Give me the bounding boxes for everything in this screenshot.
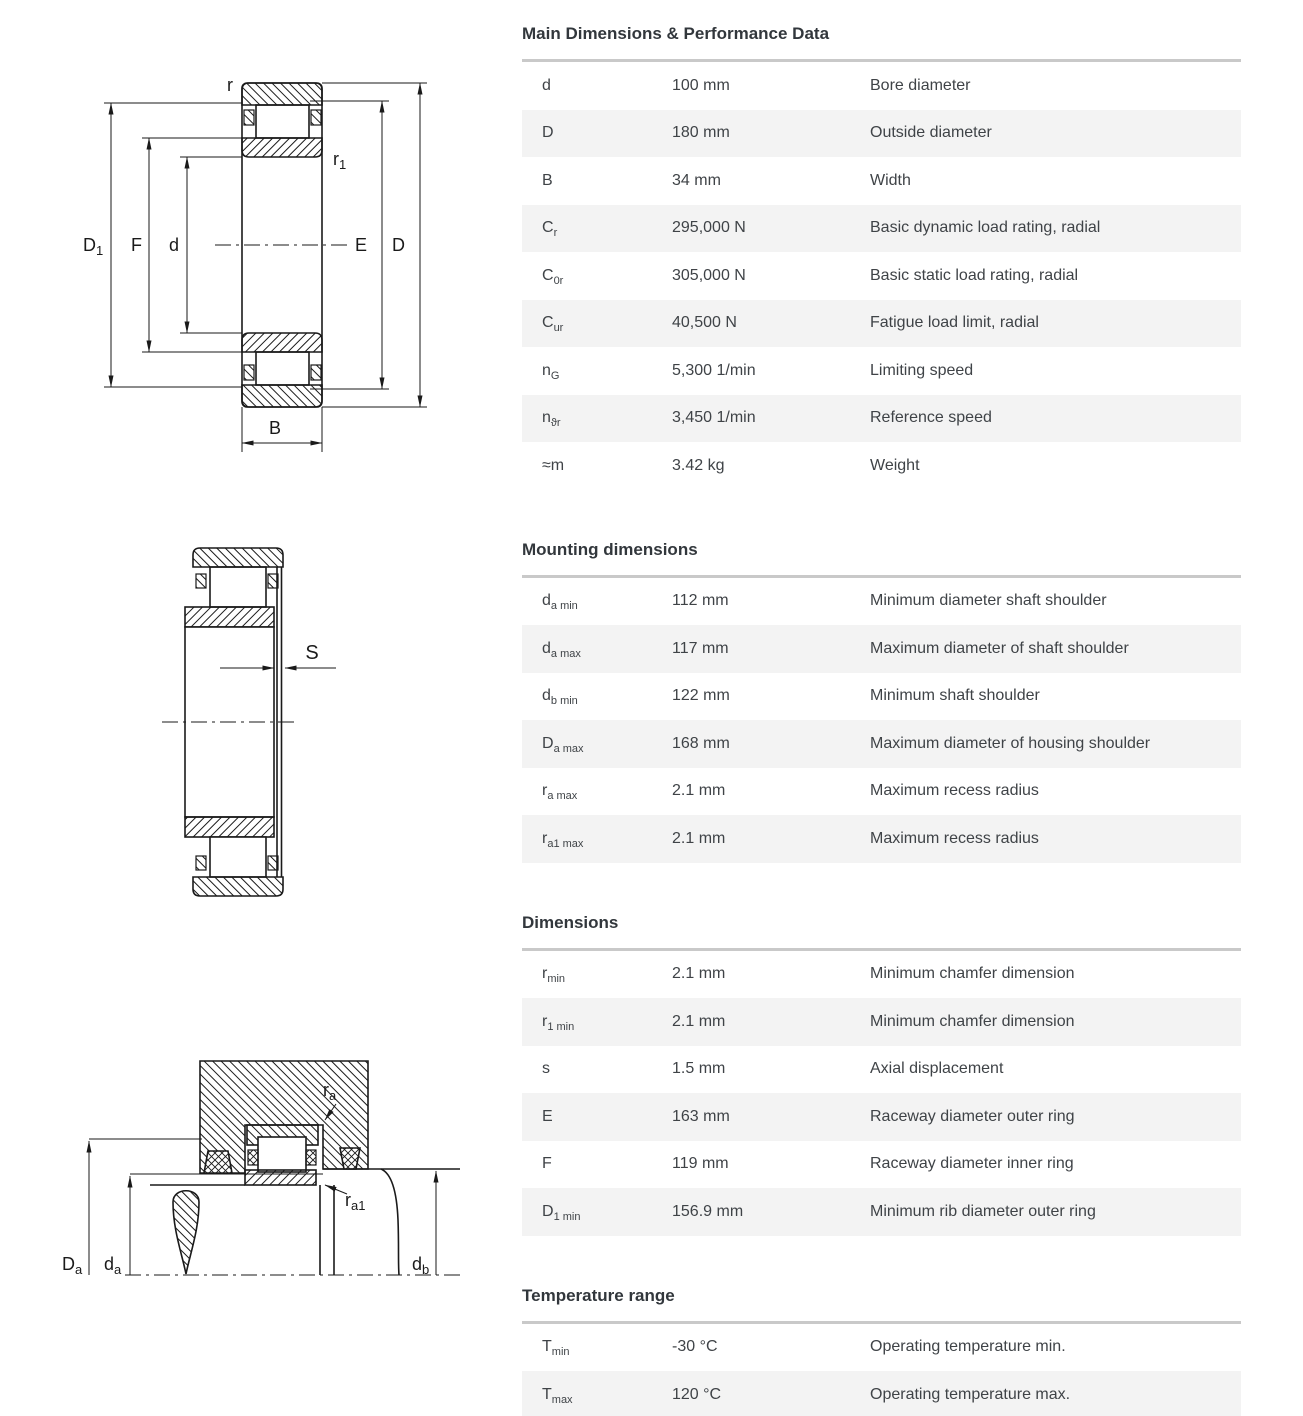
table-row: [522, 768, 1241, 816]
abutment-ring-left: [204, 1151, 232, 1173]
table-row: [522, 1371, 1241, 1416]
section-title: Main Dimensions & Performance Data: [522, 24, 830, 43]
table-row: [522, 673, 1241, 721]
table-row: [522, 1141, 1241, 1189]
dim-label-ra: $r_a$: [323, 1080, 337, 1103]
grinding-relief: [173, 1191, 199, 1274]
cage-top-left: [244, 110, 254, 125]
spec-value: 168 mm: [672, 734, 730, 752]
spec-symbol: $d_{a max}$: [542, 639, 581, 660]
spec-symbol: $d_{a min}$: [542, 592, 578, 613]
dim-label-E: E: [355, 235, 368, 255]
table-row: [522, 815, 1241, 863]
table-row: [522, 110, 1241, 158]
spec-value: -30 °C: [672, 1338, 718, 1356]
spec-value: 117 mm: [672, 639, 729, 657]
spec-section: [522, 24, 1241, 490]
section-rows: [522, 62, 1241, 490]
dim-label-db: $d_b$: [412, 1254, 430, 1277]
section-title: Mounting dimensions: [522, 539, 698, 559]
spec-value: 40,500 N: [672, 314, 737, 332]
spec-value: 3.42 kg: [672, 456, 725, 474]
spec-value: 120 °C: [672, 1385, 722, 1403]
spec-symbol: $r_{a max}$: [542, 782, 578, 803]
table-row: [522, 157, 1241, 205]
table-row: [522, 1324, 1241, 1372]
cage-top-left: [196, 574, 206, 588]
spec-description: Basic dynamic load rating, radial: [870, 219, 1101, 237]
spec-description: Bore diameter: [870, 76, 971, 94]
spec-description: Operating temperature min.: [870, 1338, 1066, 1356]
spec-value: 122 mm: [672, 687, 730, 705]
spec-symbol: E: [542, 1107, 553, 1125]
outer-ring-bottom: [242, 385, 322, 407]
inner-ring-bottom: [185, 817, 274, 837]
inner-ring-bottom: [242, 333, 322, 352]
table-row: [522, 1093, 1241, 1141]
dim-label-B: B: [268, 418, 282, 438]
spec-description: Axial displacement: [870, 1060, 1004, 1078]
spec-description: Basic static load rating, radial: [870, 266, 1079, 284]
table-row: [522, 300, 1241, 348]
spec-symbol: $C_{0r}$: [542, 266, 564, 287]
spec-symbol: s: [542, 1060, 550, 1078]
spec-description: Limiting speed: [870, 361, 974, 379]
outer-ring-top: [193, 548, 283, 567]
spec-symbol: $T_{min}$: [542, 1338, 570, 1359]
spec-symbol: ≈m: [542, 456, 565, 474]
table-row: [522, 998, 1241, 1046]
spec-section: [522, 913, 1241, 1236]
spec-symbol: F: [542, 1155, 552, 1173]
roller-top: [256, 105, 309, 138]
table-row: [522, 395, 1241, 443]
dim-label-d: d: [169, 235, 180, 255]
spec-symbol: $n_{ϑr}$: [542, 409, 561, 430]
cage-right: [306, 1150, 316, 1165]
spec-description: Maximum diameter of housing shoulder: [870, 734, 1151, 752]
dim-label-r: r: [227, 75, 233, 95]
roller-bottom: [210, 837, 266, 877]
abutment-ring-right: [340, 1148, 360, 1169]
spec-symbol: $r_{1 min}$: [542, 1012, 575, 1033]
table-row: [522, 62, 1241, 110]
dim-label-s: S: [305, 642, 319, 664]
spec-tables: [522, 0, 1241, 1416]
spec-value: 2.1 mm: [672, 782, 726, 800]
dim-label-D1: $D_1$: [83, 235, 104, 258]
spec-symbol: $D_{1 min}$: [542, 1202, 581, 1223]
spec-symbol: $C_r$: [542, 219, 558, 240]
spec-symbol: d: [542, 76, 551, 94]
table-row: [522, 347, 1241, 395]
dim-label-r1: $r_1$: [333, 149, 347, 172]
bearing-mounting-drawing: [40, 1020, 470, 1416]
table-row: [522, 1188, 1241, 1236]
spec-description: Minimum rib diameter outer ring: [870, 1202, 1096, 1220]
bearing-axial-displacement-drawing: [150, 528, 410, 913]
spec-value: 305,000 N: [672, 266, 746, 284]
spec-value: 100 mm: [672, 76, 730, 94]
table-row: [522, 442, 1241, 490]
spec-value: 2.1 mm: [672, 829, 726, 847]
spec-symbol: $d_{b min}$: [542, 687, 578, 708]
inner-ring-top: [242, 138, 322, 157]
spec-description: Weight: [870, 456, 920, 474]
cage-bottom-left: [196, 856, 206, 870]
spec-description: Minimum diameter shaft shoulder: [870, 592, 1107, 610]
cage-top-right: [311, 110, 321, 125]
spec-description: Outside diameter: [870, 124, 992, 142]
table-row: [522, 1046, 1241, 1094]
outer-ring-bottom: [193, 877, 283, 896]
outer-ring-top: [242, 83, 322, 105]
table-row: [522, 205, 1241, 253]
spec-description: Maximum recess radius: [870, 782, 1039, 800]
section-rows: [522, 578, 1241, 863]
spec-symbol: $C_{ur}$: [542, 314, 564, 335]
shaft-fillet: [381, 1169, 399, 1275]
spec-value: 295,000 N: [672, 219, 746, 237]
spec-description: Minimum chamfer dimension: [870, 1012, 1075, 1030]
spec-description: Width: [870, 171, 911, 189]
spec-value: 5,300 1/min: [672, 361, 756, 379]
dim-label-F: F: [131, 235, 142, 255]
dim-label-Da: $D_a$: [62, 1254, 83, 1277]
spec-description: Minimum shaft shoulder: [870, 687, 1040, 705]
spec-value: 119 mm: [672, 1155, 729, 1173]
spec-value: 1.5 mm: [672, 1060, 726, 1078]
cage-bottom-right: [311, 365, 321, 380]
spec-symbol: $T_{max}$: [542, 1385, 573, 1406]
spec-section: [522, 540, 1241, 863]
spec-value: 163 mm: [672, 1107, 730, 1125]
spec-symbol: D: [542, 124, 554, 142]
table-row: [522, 951, 1241, 999]
section-title: Temperature range: [522, 1285, 675, 1305]
spec-value: 180 mm: [672, 124, 730, 142]
spec-value: 112 mm: [672, 592, 729, 610]
spec-value: 2.1 mm: [672, 1012, 726, 1030]
section-rows: [522, 1324, 1241, 1416]
roller-top: [210, 567, 266, 607]
spec-description: Raceway diameter outer ring: [870, 1107, 1075, 1125]
roller: [258, 1137, 306, 1172]
cage-bottom-left: [244, 365, 254, 380]
spec-description: Minimum chamfer dimension: [870, 965, 1075, 983]
spec-value: 2.1 mm: [672, 965, 726, 983]
spec-value: 34 mm: [672, 171, 721, 189]
spec-symbol: $D_{a max}$: [542, 734, 584, 755]
cage-left: [248, 1150, 258, 1165]
spec-description: Reference speed: [870, 409, 992, 427]
spec-description: Operating temperature max.: [870, 1385, 1071, 1403]
bearing-front-section-drawing: [75, 60, 455, 460]
spec-symbol: $n_G$: [542, 361, 560, 382]
table-row: [522, 625, 1241, 673]
spec-description: Fatigue load limit, radial: [870, 314, 1039, 332]
dim-label-D: D: [392, 235, 405, 255]
dim-label-da: $d_a$: [104, 1254, 122, 1277]
mounting-cross-section: [150, 1061, 460, 1275]
spec-description: Maximum recess radius: [870, 829, 1039, 847]
spec-symbol: $r_{a1 max}$: [542, 829, 584, 850]
inner-ring-top: [185, 607, 274, 627]
table-row: [522, 578, 1241, 626]
table-row: [522, 252, 1241, 300]
inner-ring: [245, 1170, 316, 1185]
spec-description: Maximum diameter of shaft shoulder: [870, 639, 1129, 657]
dim-label-ra1: $r_{a1}$: [345, 1190, 366, 1213]
spec-description: Raceway diameter inner ring: [870, 1155, 1074, 1173]
spec-value: 3,450 1/min: [672, 409, 756, 427]
section-rows: [522, 951, 1241, 1236]
table-row: [522, 720, 1241, 768]
section-title: Dimensions: [522, 912, 619, 932]
spec-section: [522, 1286, 1241, 1416]
spec-value: 156.9 mm: [672, 1202, 744, 1220]
spec-symbol: $r_{min}$: [542, 965, 566, 986]
roller-bottom: [256, 352, 309, 385]
spec-symbol: B: [542, 171, 553, 189]
